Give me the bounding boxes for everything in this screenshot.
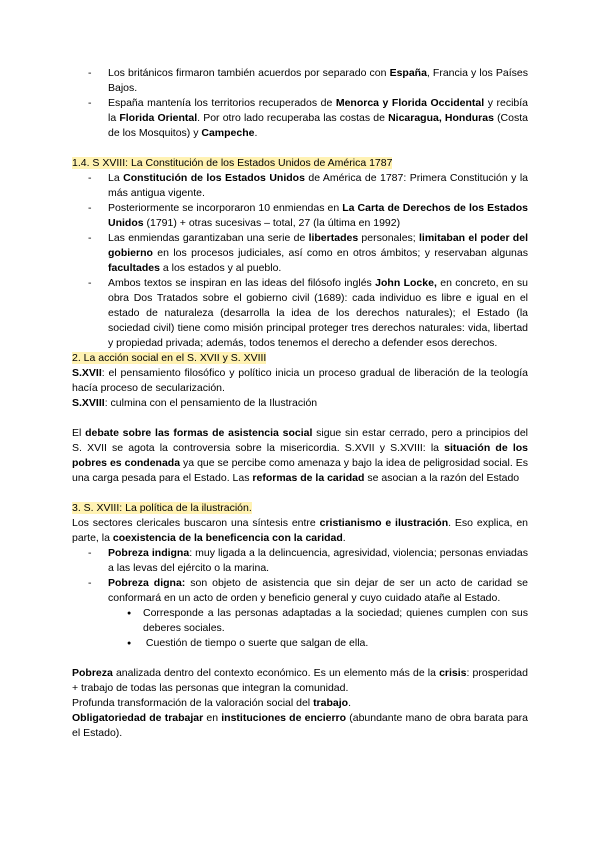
- poverty-list: [72, 546, 528, 651]
- document-page: [72, 66, 528, 741]
- closing-line-1: Pobreza analizada dentro del contexto económico. Es un elemento más de la crisis: prosperidad + trabajo de todas las personas que integran la comunidad.: [72, 667, 528, 694]
- debate-paragraph: El debate sobre las formas de asistencia social sigue sin estar cerrado, pero a principios del S. XVII se agota la controversia sobre la misericordia. S.XVII y S.XVIII: la situación de los pobres es condenada ya que se percibe como amenaza y bajo la idea de peligrosidad social. Es una carga pesada para el Estado. Las reformas de la caridad se asocian a la razón del Estado: [72, 427, 528, 484]
- list-item: - La Constitución de los Estados Unidos de América de 1787: Primera Constitución y la más antigua vigente.: [72, 171, 528, 201]
- dignified-sublist: [72, 606, 528, 651]
- list-item: - Posteriormente se incorporaron 10 enmiendas en La Carta de Derechos de los Estados Unidos (1791) + otras sucesivas – total, 27 (la última en 1992): [72, 201, 528, 231]
- list-item: - Ambos textos se inspiran en las ideas del filósofo inglés John Locke, en concreto, en su obra Dos Tratados sobre el gobierno civil (1689): cada individuo es libre e igual en el estado de naturaleza (desarrolla la idea de los derechos naturales); el Estado (la sociedad civil) tiene como misión principal proteger tres derechos naturales: vida, libertad y propiedad privada; además, todos tenemos el derecho a defender esos derechos.: [72, 276, 528, 351]
- list-item: - Los británicos firmaron también acuerdos por separado con España, Francia y los Países Bajos.: [72, 66, 528, 96]
- section-heading-2: 2. La acción social en el S. XVII y S. XVIII: [72, 352, 267, 364]
- closing-line-2: Profunda transformación de la valoración social del trabajo.: [72, 697, 351, 709]
- sub-list-item: ● Corresponde a las personas adaptadas a la sociedad; quienes cumplen con sus deberes sociales.: [72, 606, 528, 636]
- constitution-list: [72, 171, 528, 351]
- treaty-list: [72, 66, 528, 141]
- list-item: - Las enmiendas garantizaban una serie de libertades personales; limitaban el poder del gobierno en los procesos judiciales, así como en otros ámbitos; y reservaban algunas facultades a los estados y al pueblo.: [72, 231, 528, 276]
- sub-list-item: ● Cuestión de tiempo o suerte que salgan de ella.: [72, 636, 528, 651]
- section-heading-1-4: 1.4. S XVIII: La Constitución de los Estados Unidos de América 1787: [72, 157, 393, 169]
- xvii-paragraph: S.XVII: el pensamiento filosófico y político inicia un proceso gradual de liberación de la teología hacía proceso de secularización.: [72, 367, 528, 394]
- xviii-paragraph: S.XVIII: culmina con el pensamiento de la Ilustración: [72, 397, 318, 409]
- section-heading-3: 3. S. XVIII: La política de la ilustración.: [72, 502, 252, 514]
- list-item: - España mantenía los territorios recuperados de Menorca y Florida Occidental y recibía la Florida Oriental. Por otro lado recuperaba las costas de Nicaragua, Honduras (Costa de los Mosquitos) y Campeche.: [72, 96, 528, 141]
- list-item: - Pobreza indigna: muy ligada a la delincuencia, agresividad, violencia; personas enviadas a las levas del ejército o la marina.: [72, 546, 528, 576]
- intro-paragraph: Los sectores clericales buscaron una síntesis entre cristianismo e ilustración. Eso explica, en parte, la coexistencia de la beneficencia con la caridad.: [72, 517, 528, 544]
- list-item: - Pobreza digna: son objeto de asistencia que sin dejar de ser un acto de caridad se conformará en un acto de orden y beneficio general y cuyo cuidado atañe al Estado. ● Corresponde a las personas adaptadas a la sociedad; quienes cumplen con sus deberes sociales. ● Cuestión de tiempo o suerte que salgan de ella.: [72, 576, 528, 651]
- closing-line-3: Obligatoriedad de trabajar en instituciones de encierro (abundante mano de obra barata para el Estado).: [72, 712, 528, 739]
